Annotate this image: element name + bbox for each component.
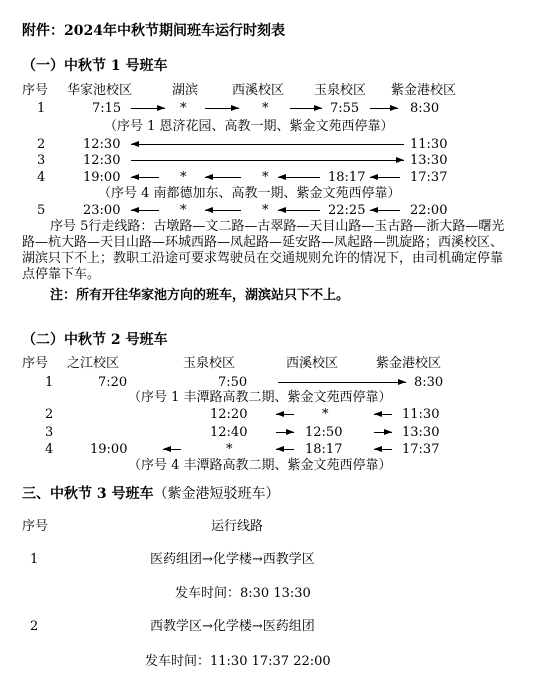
s2-row-1-stops-note: （序号 1 丰潭路高教二期、紫金文苑西停靠） — [128, 390, 392, 405]
arrow-right — [370, 104, 398, 113]
arrow-right — [278, 378, 406, 387]
time-yuquan: 22:25 — [328, 203, 366, 218]
arrow-left — [278, 173, 320, 182]
s3-row-1-number: 1 — [30, 552, 39, 567]
arrow-right — [131, 104, 165, 113]
time-zijingang: 11:30 — [402, 407, 440, 422]
s3-row-2-route: 西教学区→化学楼→医药组团 — [150, 619, 315, 634]
s2-row-4-stops-note: （序号 4 丰潭路高教二期、紫金文苑西停靠） — [128, 458, 392, 473]
row-number: 1 — [37, 101, 46, 116]
arrow-left — [163, 445, 181, 454]
row-number: 5 — [37, 203, 46, 218]
col-header-no: 序号 — [22, 356, 49, 371]
row-number: 2 — [37, 137, 46, 152]
col-header-hubin: 湖滨 — [172, 83, 199, 98]
stop-hubin: * — [180, 170, 187, 185]
s3-row-1-route: 医药组团→化学楼→西教学区 — [150, 552, 315, 567]
row-number: 1 — [45, 375, 54, 390]
arrow-left — [276, 410, 294, 419]
time-zhijiang: 19:00 — [90, 442, 128, 457]
time-yuquan: 12:20 — [210, 407, 248, 422]
arrow-left — [370, 173, 400, 182]
time-huajiachi: 7:15 — [92, 101, 122, 116]
stop-yuquan: * — [226, 442, 233, 457]
col-header-xixi: 西溪校区 — [232, 83, 285, 98]
arrow-right — [131, 156, 404, 165]
col-header-yuquan: 玉泉校区 — [314, 83, 367, 98]
arrow-left — [374, 410, 392, 419]
time-zijingang: 17:37 — [402, 442, 440, 457]
stop-xixi: * — [322, 407, 329, 422]
row-number: 3 — [45, 425, 54, 440]
arrow-right — [276, 428, 294, 437]
section-1-heading: （一）中秋节 1 号班车 — [22, 58, 168, 74]
time-zijingang: 22:00 — [410, 203, 448, 218]
time-yuquan: 7:50 — [218, 375, 248, 390]
arrow-left — [276, 445, 294, 454]
section-3-heading: 三、中秋节 3 号班车 — [22, 486, 154, 502]
stop-xixi: * — [262, 203, 269, 218]
s3-col-header-no: 序号 — [22, 519, 49, 534]
arrow-left — [374, 445, 392, 454]
section-3-subheading: （紫金港短驳班车） — [153, 486, 280, 502]
s1-route-note: 序号 5行走线路：古墩路—文二路—古翠路—天目山路—玉古路—浙大路—曙光路—杭大路—天目山路—环城西路—凤起路—延安路—凤起路—凯旋路；西溪校区、湖滨只下不上；教职工沿途可要求驾驶员在交通规则允许的情况下，由司机确定停靠点停靠下车。 — [22, 219, 505, 282]
arrow-left — [278, 206, 320, 215]
time-zijingang: 13:30 — [410, 153, 448, 168]
col-header-yuquan: 玉泉校区 — [183, 356, 236, 371]
time-huajiachi: 12:30 — [83, 137, 121, 152]
time-zijingang: 8:30 — [414, 375, 444, 390]
col-header-zijingang: 紫金港校区 — [391, 83, 457, 98]
col-header-huajiachi: 华家池校区 — [67, 83, 133, 98]
time-yuquan: 7:55 — [330, 101, 360, 116]
stop-hubin: * — [180, 101, 187, 116]
time-yuquan: 18:17 — [328, 170, 366, 185]
arrow-left — [131, 173, 159, 182]
document-title: 附件：2024年中秋节期间班车运行时刻表 — [22, 23, 285, 39]
section-2-heading: （二）中秋节 2 号班车 — [22, 332, 168, 348]
row-number: 3 — [37, 153, 46, 168]
section-3-heading-wrap — [22, 487, 280, 501]
s1-warning-note: 注：所有开往华家池方向的班车，湖滨站只下不上。 — [50, 288, 350, 303]
s3-row-2-number: 2 — [30, 619, 39, 634]
time-xixi: 18:17 — [305, 442, 343, 457]
row-number: 4 — [45, 442, 54, 457]
time-xixi: 12:50 — [305, 425, 343, 440]
arrow-right — [374, 428, 392, 437]
col-header-zhijiang: 之江校区 — [67, 356, 120, 371]
time-zijingang: 17:37 — [410, 170, 448, 185]
arrow-right — [205, 104, 239, 113]
col-header-no: 序号 — [22, 83, 49, 98]
s1-row-4-stops-note: （序号 4 南都德加东、高教一期、紫金文苑西停靠） — [98, 186, 401, 201]
s1-row-1-stops-note: （序号 1 恩济花园、高教一期、紫金文苑西停靠） — [104, 119, 394, 134]
col-header-zijingang: 紫金港校区 — [376, 356, 442, 371]
s3-col-header-route: 运行线路 — [211, 519, 264, 534]
stop-hubin: * — [180, 203, 187, 218]
arrow-left — [205, 173, 241, 182]
stop-xixi: * — [262, 101, 269, 116]
stop-xixi: * — [262, 170, 269, 185]
time-zijingang: 13:30 — [402, 425, 440, 440]
time-huajiachi: 19:00 — [83, 170, 121, 185]
arrow-left — [131, 140, 404, 149]
arrow-left — [131, 206, 159, 215]
time-zijingang: 11:30 — [410, 137, 448, 152]
arrow-right — [290, 104, 322, 113]
time-huajiachi: 23:00 — [83, 203, 121, 218]
time-zijingang: 8:30 — [410, 101, 440, 116]
arrow-left — [370, 206, 400, 215]
row-number: 2 — [45, 407, 54, 422]
time-zhijiang: 7:20 — [98, 375, 128, 390]
time-yuquan: 12:40 — [210, 425, 248, 440]
time-huajiachi: 12:30 — [83, 153, 121, 168]
col-header-xixi: 西溪校区 — [286, 356, 339, 371]
s3-row-2-departure: 发车时间：11:30 17:37 22:00 — [145, 654, 331, 669]
arrow-left — [205, 206, 241, 215]
s3-row-1-departure: 发车时间：8:30 13:30 — [175, 586, 311, 601]
row-number: 4 — [37, 170, 46, 185]
